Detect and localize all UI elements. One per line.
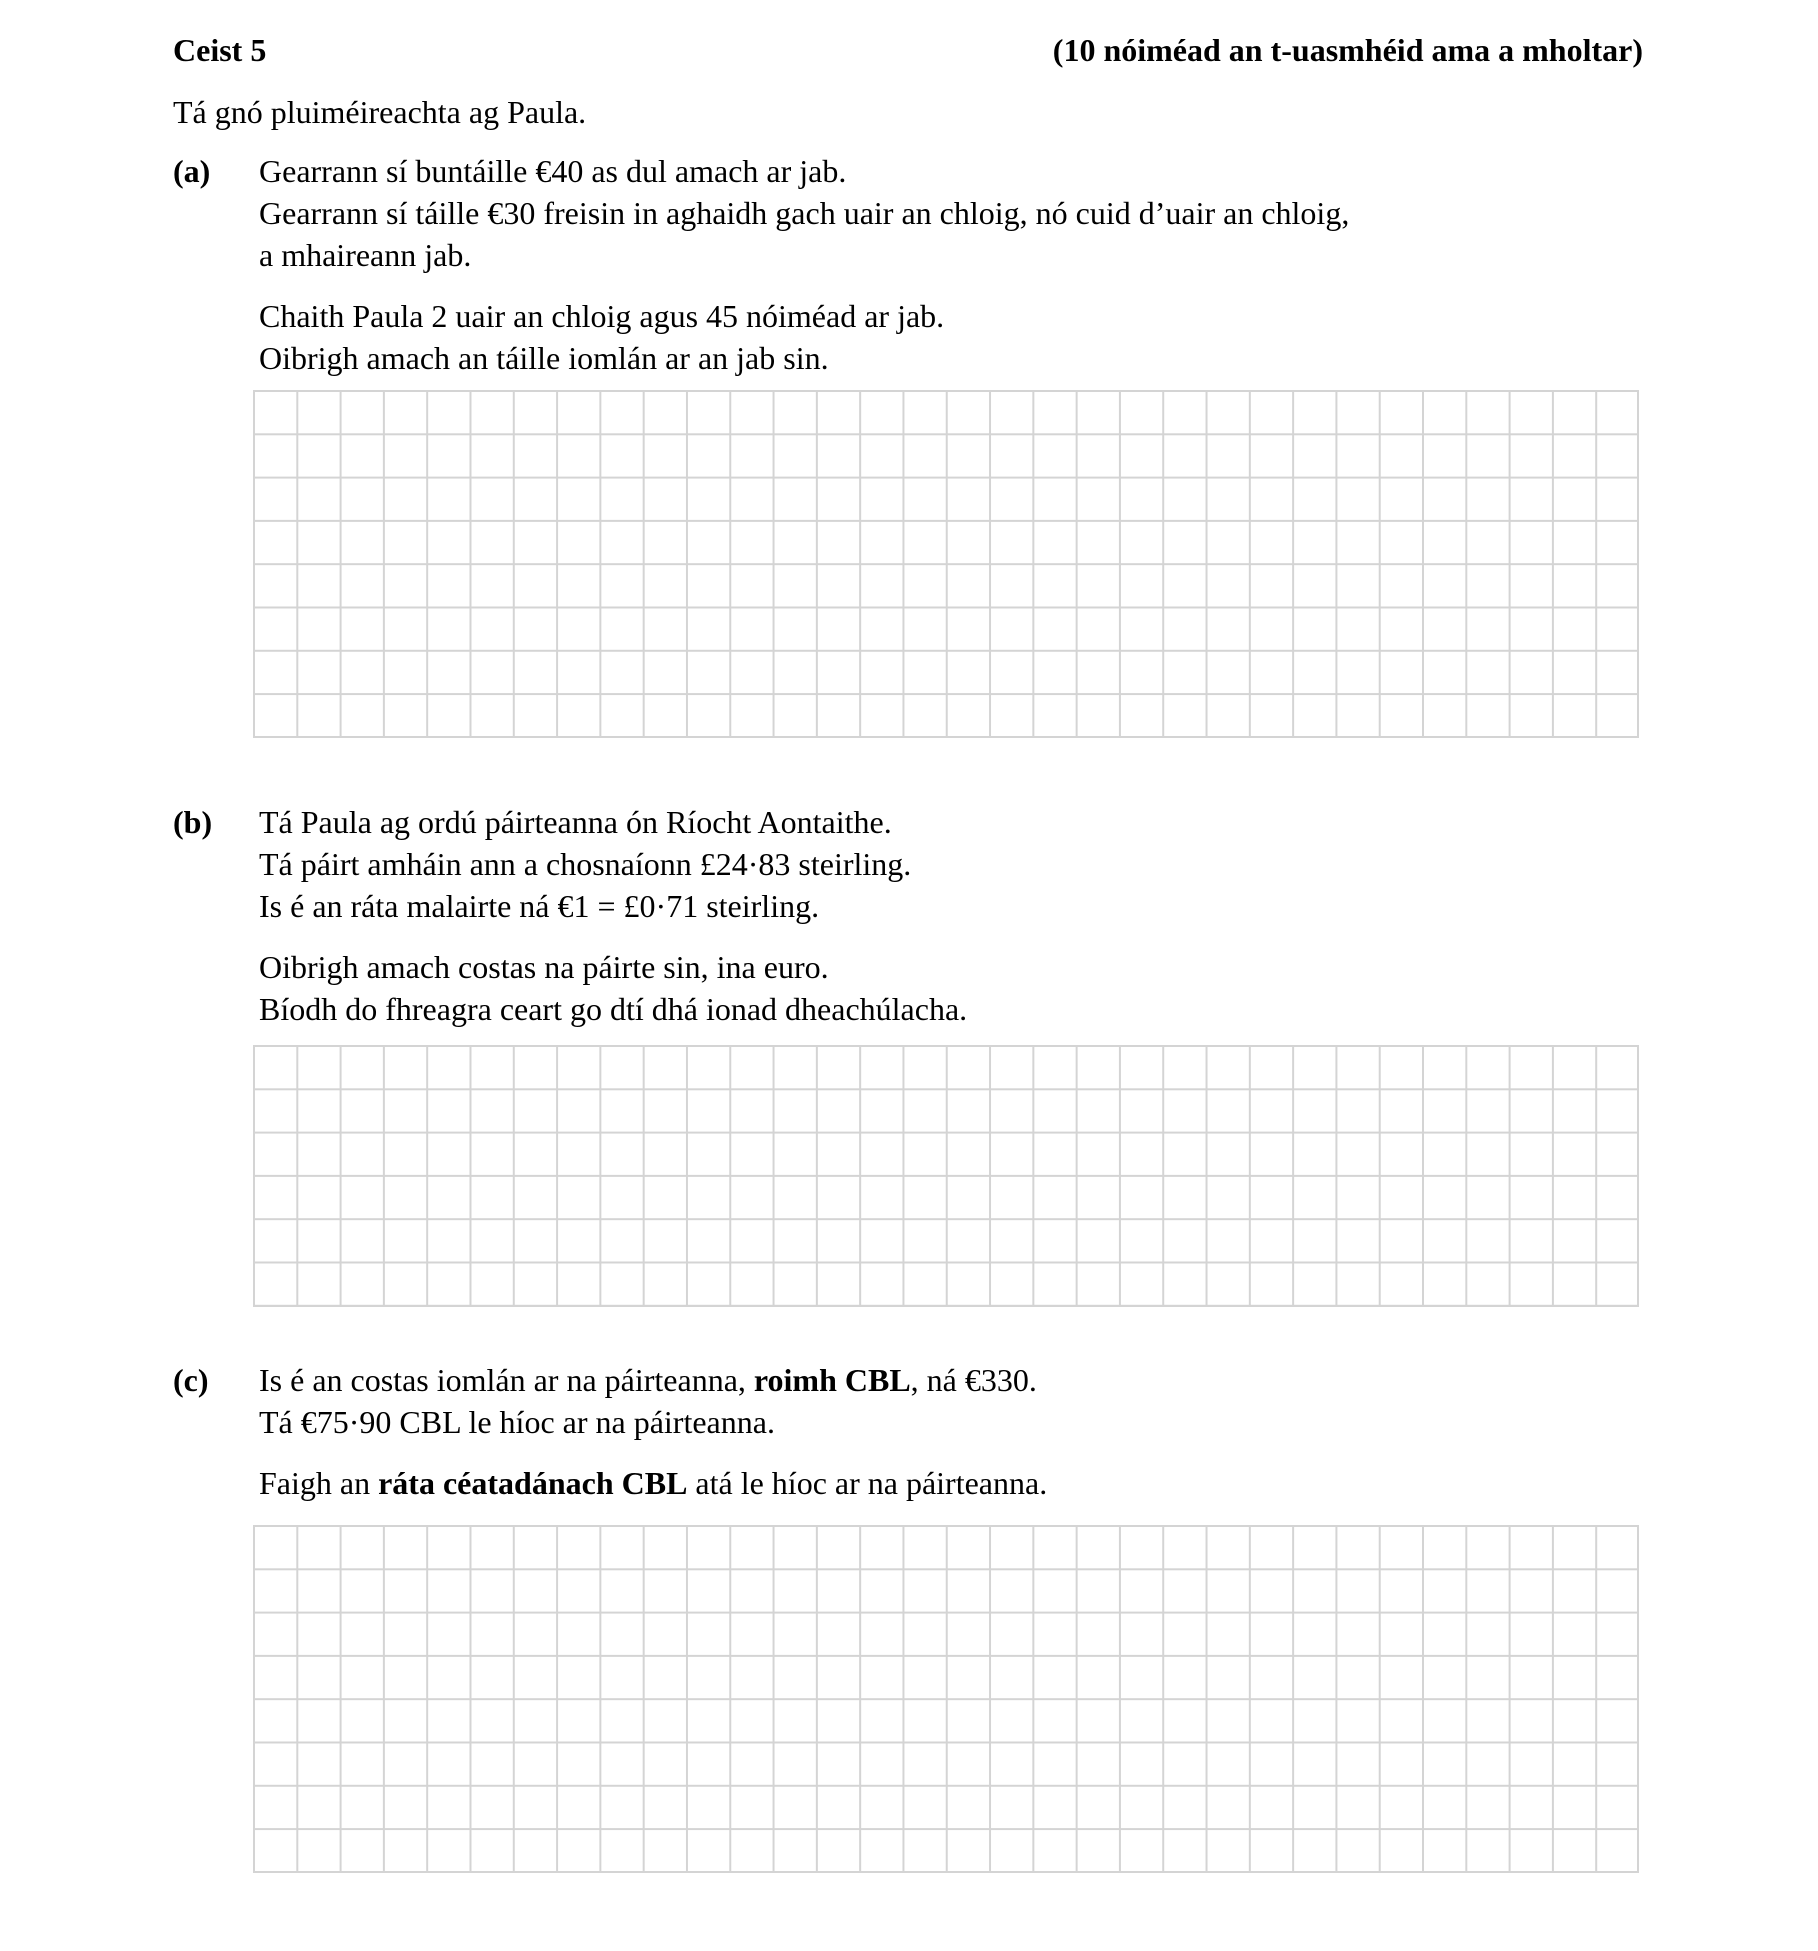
part-c-task-bold: ráta céatadánach CBL [378, 1465, 688, 1501]
part-b-line-1: Tá Paula ag ordú páirteanna ón Ríocht Aontaithe. [259, 804, 892, 840]
part-c-line-1 [259, 1360, 1037, 1400]
part-b-answer-grid[interactable] [253, 1045, 1639, 1307]
part-a-line-2: Gearrann sí táille €30 freisin in aghaidh gach uair an chloig, nó cuid d’uair an chloig, [259, 195, 1350, 231]
part-a-line-1: Gearrann sí buntáille €40 as dul amach ar jab. [259, 153, 847, 189]
part-c-line-1-post: , ná €330. [910, 1362, 1037, 1398]
part-a-answer-grid[interactable] [253, 390, 1639, 738]
part-c-answer-grid[interactable] [253, 1525, 1639, 1873]
part-c-line-2: Tá €75·90 CBL le híoc ar na páirteanna. [259, 1404, 775, 1440]
question-title: Ceist 5 [173, 32, 267, 68]
intro-text: Tá gnó pluiméireachta ag Paula. [173, 94, 587, 130]
part-c-line-1-bold: roimh CBL [753, 1362, 911, 1398]
part-c-line-1-pre: Is é an costas iomlán ar na páirteanna, [259, 1362, 754, 1398]
time-note: (10 nóiméad an t-uasmhéid ama a mholtar) [1052, 32, 1643, 68]
part-a-label: (a) [173, 153, 211, 189]
part-c-task-pre: Faigh an [259, 1465, 379, 1501]
part-a-task-2: Oibrigh amach an táille iomlán ar an jab sin. [259, 340, 829, 376]
part-c-label: (c) [173, 1362, 209, 1398]
part-c-task-post: atá le híoc ar na páirteanna. [687, 1465, 1048, 1501]
part-b-task-2: Bíodh do fhreagra ceart go dtí dhá ionad dheachúlacha. [259, 991, 968, 1027]
part-b-line-2: Tá páirt amháin ann a chosnaíonn £24·83 steirling. [259, 846, 912, 882]
part-b-task-1: Oibrigh amach costas na páirte sin, ina euro. [259, 949, 829, 985]
part-a-task-1: Chaith Paula 2 uair an chloig agus 45 nóiméad ar jab. [259, 298, 945, 334]
part-b-line-3: Is é an ráta malairte ná €1 = £0·71 steirling. [259, 888, 820, 924]
part-a-line-3: a mhaireann jab. [259, 237, 472, 273]
part-c-task [259, 1463, 1047, 1503]
part-b-label: (b) [173, 804, 213, 840]
